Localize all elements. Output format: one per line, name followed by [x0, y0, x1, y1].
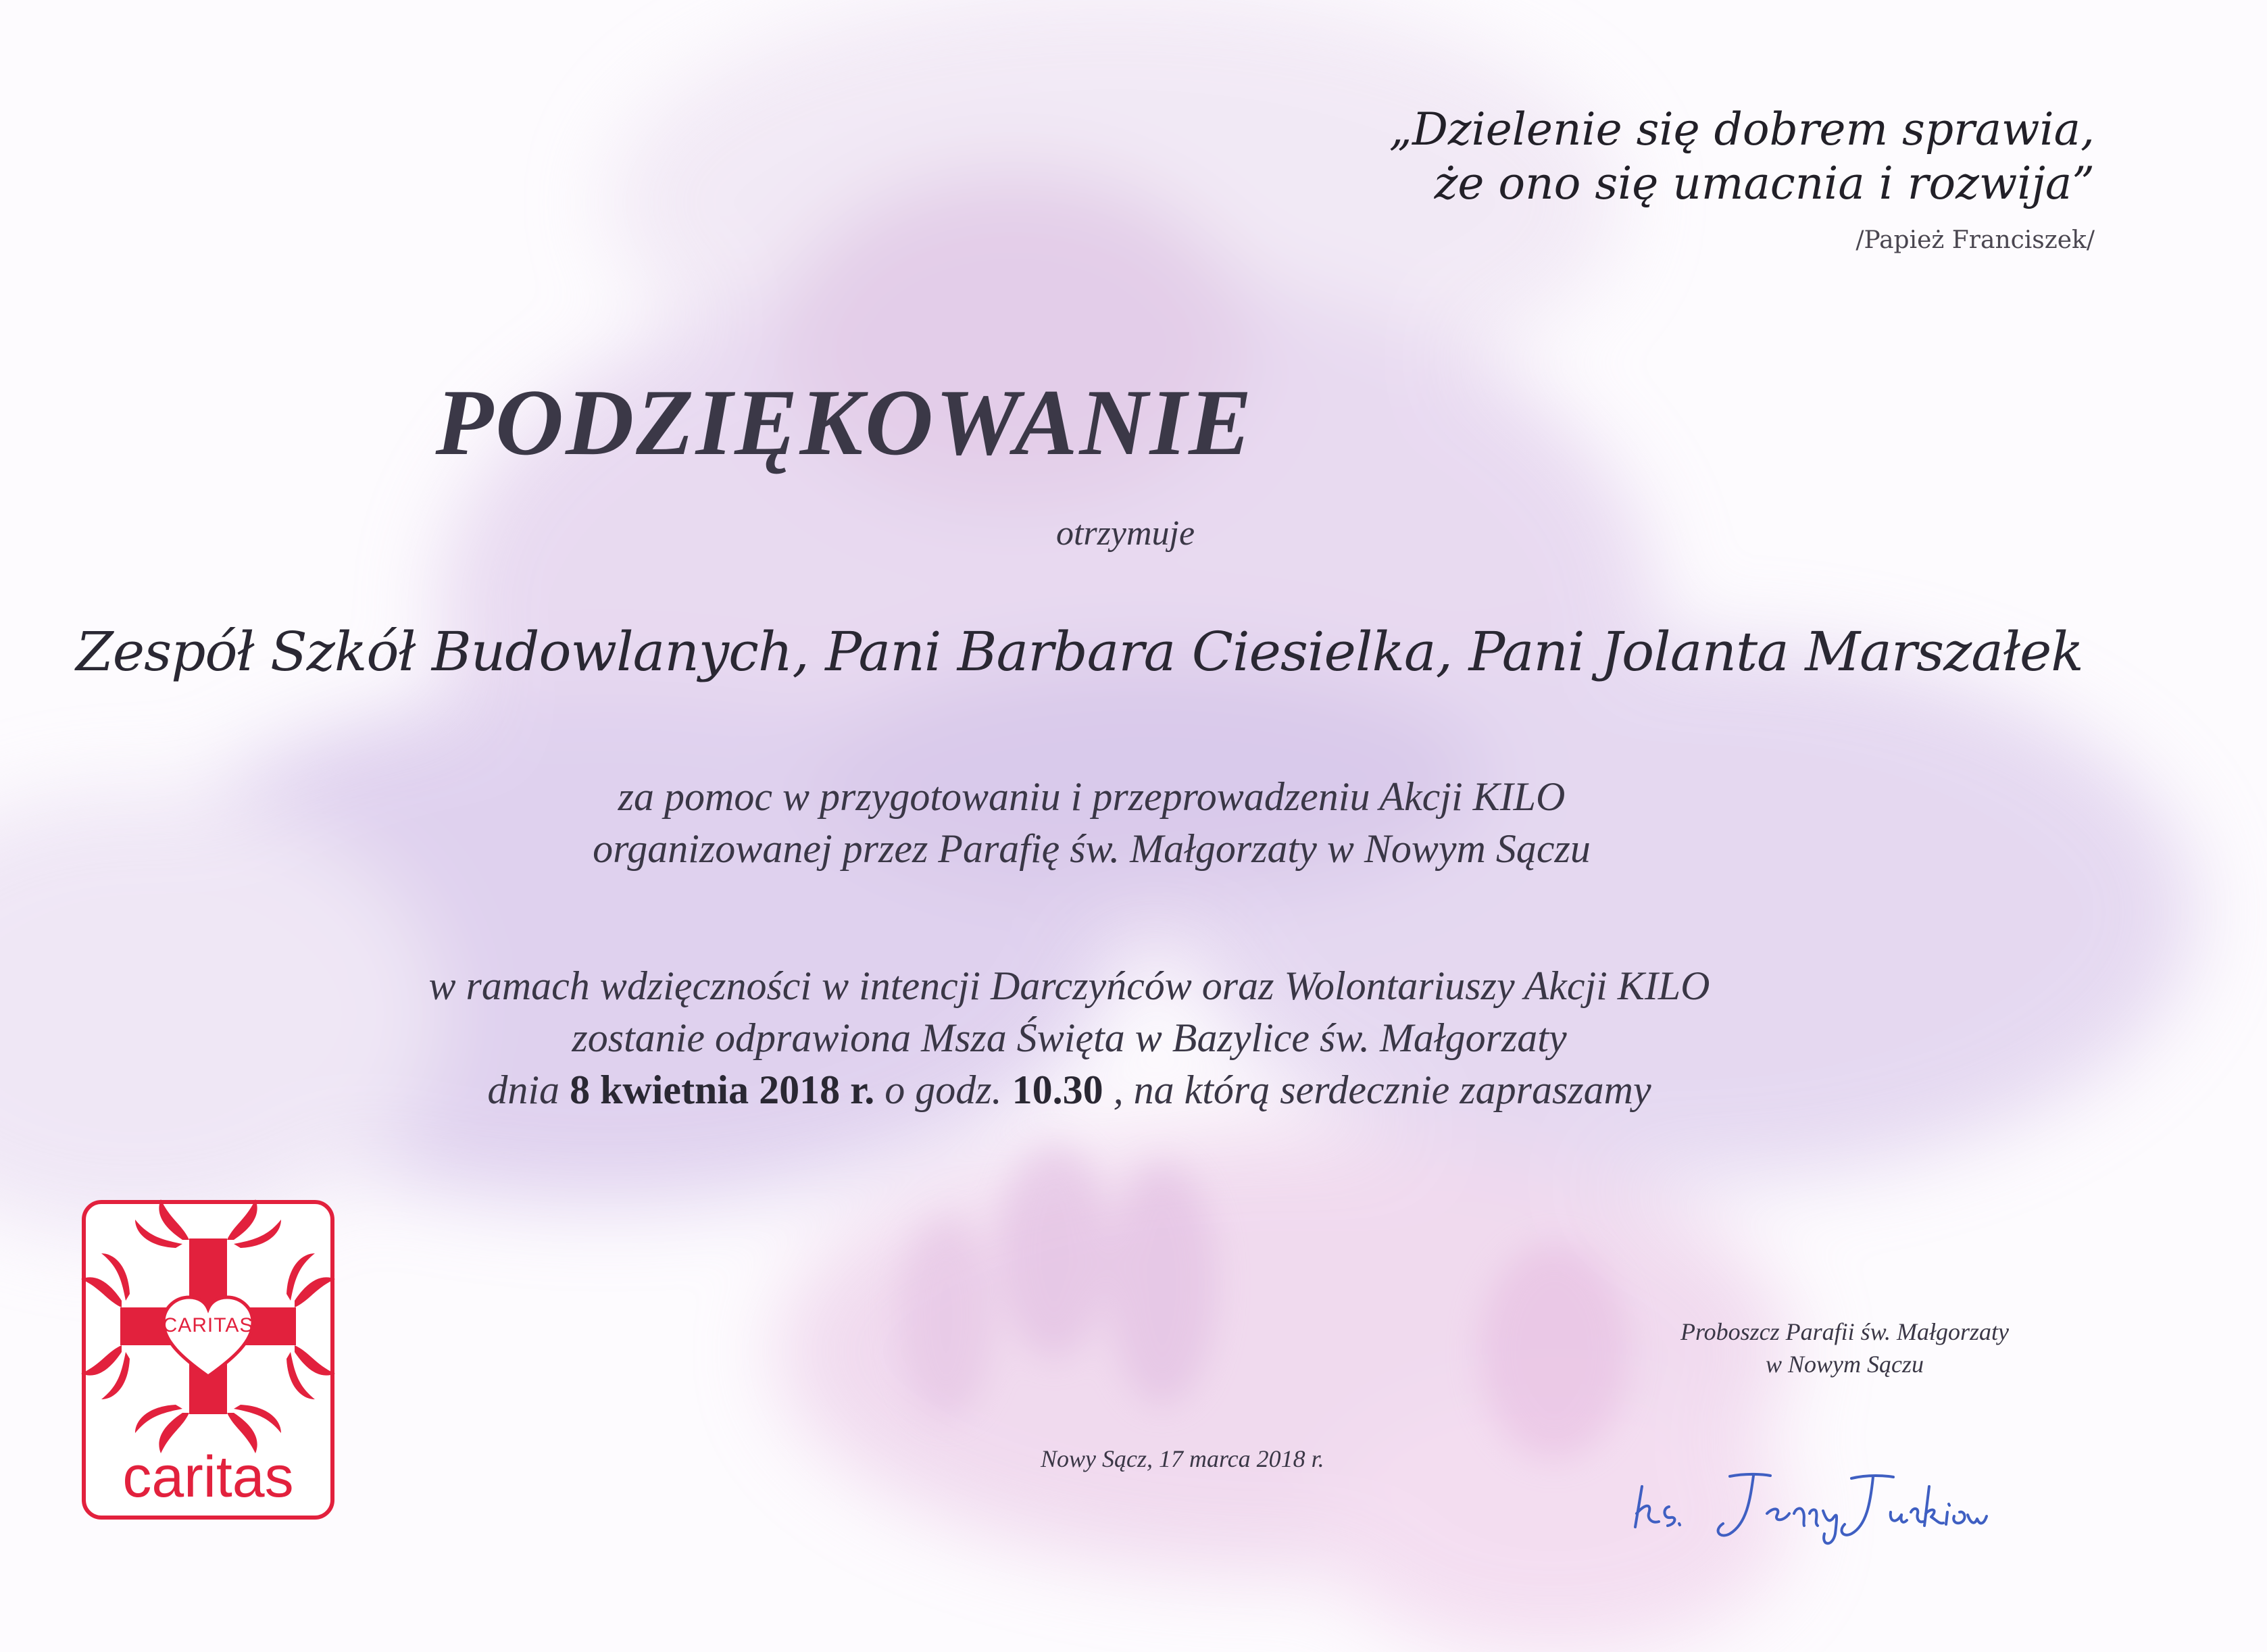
caritas-ring-text: CARITAS [162, 1314, 254, 1336]
mass-line-1: w ramach wdzięczności w intencji Darczyńców oraz Wolontariuszy Akcji KILO [428, 963, 1710, 1008]
quote-line-2: że ono się umacnia i rozwija” [1434, 157, 2095, 209]
mass-invitation: , na którą serdecznie zapraszamy [1113, 1068, 1651, 1112]
handwritten-signature [1628, 1466, 1993, 1554]
place-date: Nowy Sącz, 17 marca 2018 r. [1041, 1445, 1324, 1472]
caritas-wordmark: caritas [122, 1445, 294, 1509]
mass-date: 8 kwietnia 2018 r. [570, 1068, 875, 1112]
certificate-title: PODZIĘKOWANIE [435, 370, 1254, 475]
signatory-line-2: w Nowym Sączu [1766, 1351, 1924, 1378]
quote-author: /Papież Franciszek/ [1855, 226, 2095, 254]
caritas-logo [81, 1199, 335, 1520]
recipient-name: Zespół Szkół Budowlanych, Pani Barbara Ciesielka, Pani Jolanta Marszałek [76, 620, 2083, 683]
mass-date-prefix: dnia [487, 1068, 560, 1112]
mass-time-prefix: o godz. [885, 1068, 1002, 1112]
signatory-line-1: Proboszcz Parafii św. Małgorzaty [1680, 1318, 2010, 1345]
mass-time: 10.30 [1012, 1068, 1103, 1112]
mass-line-3 [0, 1067, 2203, 1113]
quote-line-1: „Dzielenie się dobrem sprawia, [1389, 103, 2095, 155]
mass-line-2: zostanie odprawiona Msza Święta w Bazylice św. Małgorzaty [572, 1016, 1567, 1060]
receives-label: otrzymuje [1055, 514, 1195, 553]
reason-line-2: organizowanej przez Parafię św. Małgorzaty w Nowym Sączu [593, 826, 1591, 871]
reason-line-1: za pomoc w przygotowaniu i przeprowadzeniu Akcji KILO [618, 774, 1566, 819]
